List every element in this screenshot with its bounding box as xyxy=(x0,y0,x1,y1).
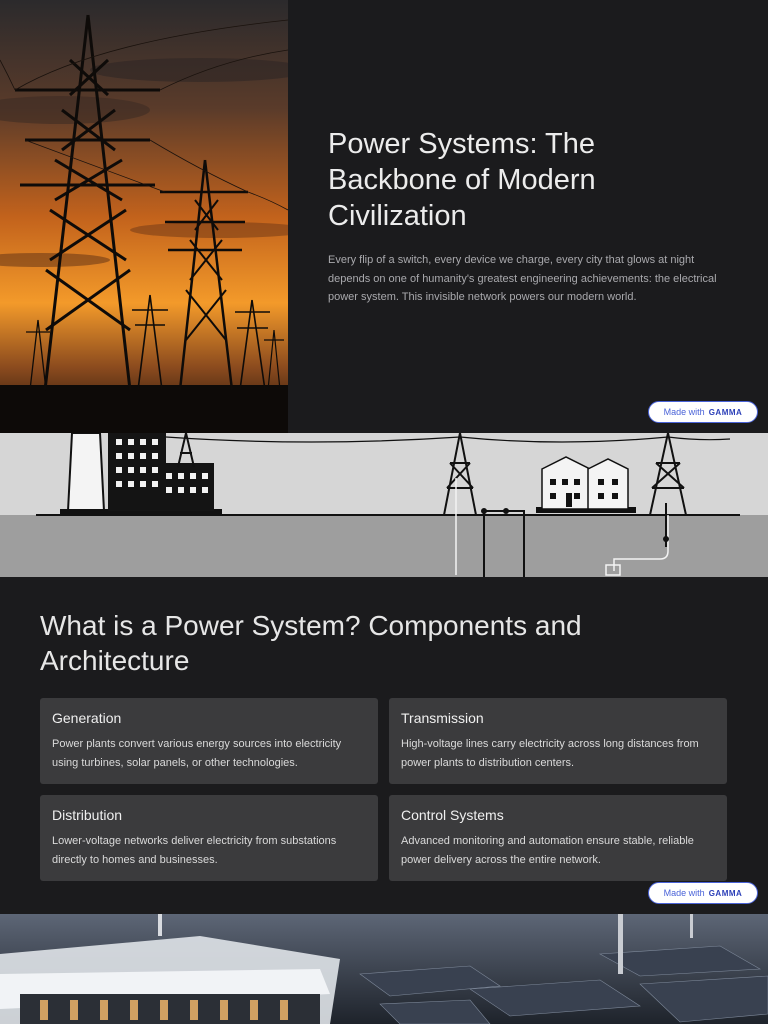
card-generation xyxy=(40,698,378,784)
card-distribution xyxy=(40,795,378,881)
gamma-logo: GAMMA xyxy=(708,888,743,898)
power-grid-diagram-image xyxy=(0,433,768,577)
section-heading: What is a Power System? Components and Architecture xyxy=(40,610,582,676)
slide-title: Power Systems: The Backbone of Modern Civilization xyxy=(328,128,596,232)
card-title: Distribution xyxy=(52,807,123,823)
gamma-logo: GAMMA xyxy=(708,407,743,417)
card-text: Lower-voltage networks deliver electricity from substations directly to homes and businesses. xyxy=(52,835,337,866)
components-slide xyxy=(0,577,768,914)
badge-prefix: Made with xyxy=(663,888,705,898)
slide-description: Every flip of a switch, every device we charge, every city that glows at night depends on one of humanity's greatest engineering achievements: the electrical power system. This invisible network powers our modern world. xyxy=(328,254,717,303)
power-towers-sunset-image xyxy=(0,0,288,433)
card-title: Control Systems xyxy=(401,807,504,823)
card-title: Generation xyxy=(52,710,122,726)
solar-facility-slide xyxy=(0,914,768,1024)
card-control-systems xyxy=(389,795,727,881)
card-text: High-voltage lines carry electricity across long distances from power plants to distribution centers. xyxy=(401,738,699,769)
card-title: Transmission xyxy=(401,710,484,726)
made-with-gamma-badge[interactable] xyxy=(648,401,758,423)
card-text: Advanced monitoring and automation ensure stable, reliable power delivery across the entire network. xyxy=(401,835,694,866)
solar-facility-image xyxy=(0,914,768,1024)
card-transmission xyxy=(389,698,727,784)
card-text: Power plants convert various energy sources into electricity using turbines, solar panels, or other technologies. xyxy=(52,738,342,769)
badge-prefix: Made with xyxy=(663,407,705,417)
made-with-gamma-badge[interactable] xyxy=(648,882,758,904)
title-slide xyxy=(0,0,768,433)
